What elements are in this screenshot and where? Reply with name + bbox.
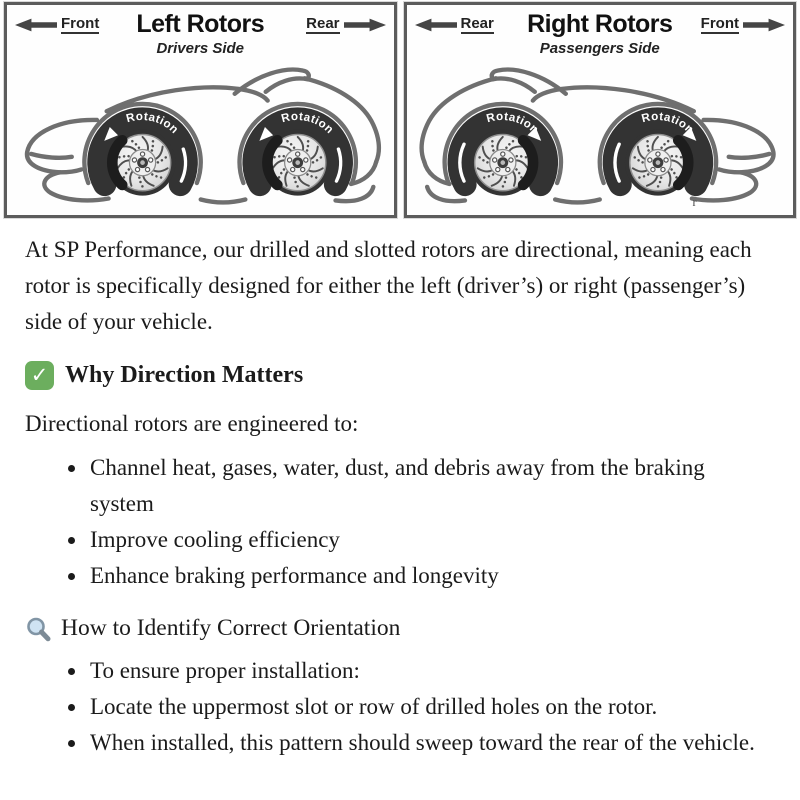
rotation-label: Rotation bbox=[124, 109, 182, 137]
list-item: • When installed, this pattern should sweep toward the rear of the vehicle. bbox=[88, 725, 772, 761]
left-car-illustration bbox=[7, 55, 394, 215]
stray-mark: r bbox=[692, 195, 697, 209]
panel-title: Left Rotors bbox=[136, 10, 265, 38]
engineered-to-lead: Directional rotors are engineered to: bbox=[25, 411, 359, 436]
list-item: • Channel heat, gases, water, dust, and debris away from the braking system bbox=[88, 450, 772, 522]
list-item: • Improve cooling efficiency bbox=[88, 522, 772, 558]
front-label: Front bbox=[61, 15, 100, 32]
rotation-label: Rotation bbox=[639, 109, 697, 137]
rear-direction-indicator bbox=[300, 16, 386, 34]
rotation-label: Rotation bbox=[279, 109, 337, 137]
heading-text: How to Identify Correct Orientation bbox=[61, 615, 401, 641]
arrow-left-icon bbox=[415, 18, 457, 32]
rotation-label: Rotation bbox=[484, 109, 541, 137]
list-item: • To ensure proper installation: bbox=[88, 653, 772, 689]
right-car-illustration bbox=[407, 55, 794, 215]
right-panel-header bbox=[407, 5, 794, 57]
arrow-right-icon bbox=[743, 18, 785, 32]
arrow-left-icon bbox=[15, 18, 57, 32]
intro-paragraph: At SP Performance, our drilled and slotted rotors are directional, meaning each rotor is specifically designed for either the left (driver’s) or right (passenger’s) side of your vehicle. bbox=[25, 237, 752, 334]
panel-subtitle: Drivers Side bbox=[156, 40, 245, 57]
panel-title: Right Rotors bbox=[527, 10, 673, 38]
left-panel-header bbox=[7, 5, 394, 57]
list-item: • Enhance braking performance and longevity bbox=[88, 558, 772, 594]
front-direction-indicator bbox=[15, 16, 101, 34]
rear-label: Rear bbox=[306, 15, 340, 32]
magnifying-glass-icon bbox=[25, 616, 52, 643]
rotor-direction-diagram bbox=[0, 0, 800, 218]
heading-text: Why Direction Matters bbox=[65, 362, 304, 388]
article bbox=[25, 232, 772, 761]
panel-subtitle: Passengers Side bbox=[539, 40, 660, 57]
identify-orientation-heading bbox=[25, 611, 772, 645]
why-direction-matters-heading bbox=[25, 358, 772, 392]
rear-label: Rear bbox=[460, 15, 494, 32]
arrow-right-icon bbox=[344, 18, 386, 32]
orientation-steps-list bbox=[25, 653, 772, 761]
check-mark-icon: ✓ bbox=[25, 361, 54, 390]
rear-direction-indicator bbox=[415, 16, 501, 34]
right-rotors-panel bbox=[404, 2, 797, 218]
front-label: Front bbox=[700, 15, 739, 32]
list-item: • Locate the uppermost slot or row of drilled holes on the rotor. bbox=[88, 689, 772, 725]
benefits-list bbox=[25, 450, 772, 594]
left-rotors-panel bbox=[4, 2, 397, 218]
front-direction-indicator bbox=[699, 16, 785, 34]
